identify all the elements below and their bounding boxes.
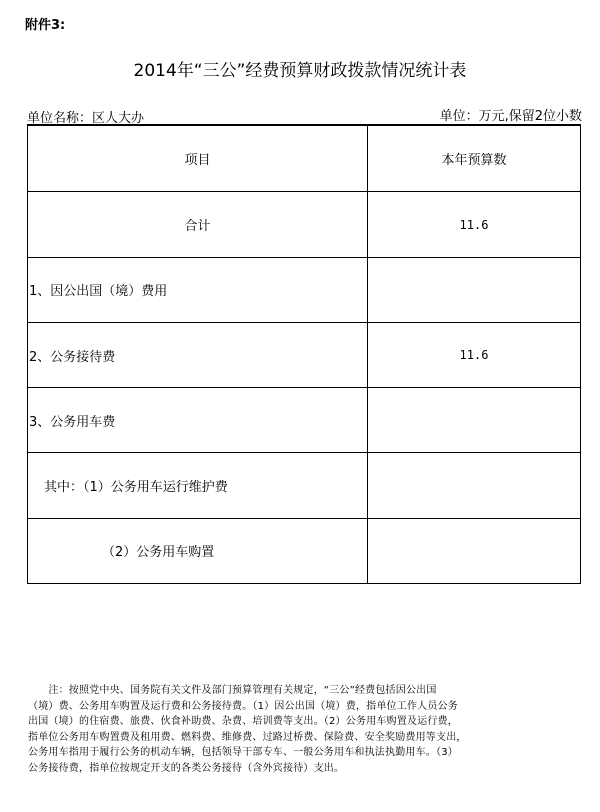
footnote-line: 指单位公务用车购置费及租用费、燃料费、维修费、过路过桥费、保险费、安全奖励费用等支出，	[28, 731, 467, 743]
table-row	[28, 322, 581, 387]
table-row	[28, 518, 581, 583]
footnote	[28, 683, 582, 776]
row-budget-value: 11.6	[368, 192, 581, 257]
table-row	[28, 388, 581, 453]
unit-note: 单位：万元,保留2位小数	[439, 109, 582, 124]
footnote-line: 公务用车指用于履行公务的机动车辆，包括领导干部专车、一般公务用车和执法执勤用车。（3）	[28, 747, 458, 758]
row-item-label: （2）公务用车购置	[28, 518, 368, 583]
footnote-line: （境）费、公务用车购置及运行费和公务接待费。（1）因公出国（境）费，指单位工作人员公务	[28, 700, 458, 712]
row-item-label: 其中：（1）公务用车运行维护费	[28, 453, 368, 518]
attachment-label: 附件3:	[25, 18, 66, 33]
table-row	[28, 192, 581, 257]
row-budget-value	[368, 257, 581, 322]
column-header-item: 项目	[28, 125, 368, 192]
table-header-row	[28, 125, 581, 192]
row-budget-value	[368, 518, 581, 583]
row-item-label: 2、公务接待费	[28, 322, 368, 387]
row-item-label: 1、因公出国（境）费用	[28, 257, 368, 322]
row-budget-value	[368, 388, 581, 453]
row-item-label: 合计	[28, 192, 368, 257]
row-item-label: 3、公务用车费	[28, 388, 368, 453]
footnote-line: 公务接待费，指单位按规定开支的各类公务接待（含外宾接待）支出。	[28, 762, 345, 774]
row-budget-value	[368, 453, 581, 518]
table-row	[28, 257, 581, 322]
row-budget-value: 11.6	[368, 322, 581, 387]
footnote-line: 出国（境）的住宿费、旅费、伙食补助费、杂费、培训费等支出。（2）公务用车购置及运行费，	[28, 716, 458, 727]
footnote-line: 注：按照党中央、国务院有关文件及部门预算管理有关规定，“三公”经费包括因公出国	[28, 685, 437, 696]
document-title: 2014年“三公”经费预算财政拨款情况统计表	[133, 61, 467, 81]
table-row	[28, 453, 581, 518]
budget-table	[27, 124, 581, 584]
unit-name: 单位名称：区人大办	[27, 111, 145, 126]
column-header-budget: 本年预算数	[368, 125, 581, 192]
